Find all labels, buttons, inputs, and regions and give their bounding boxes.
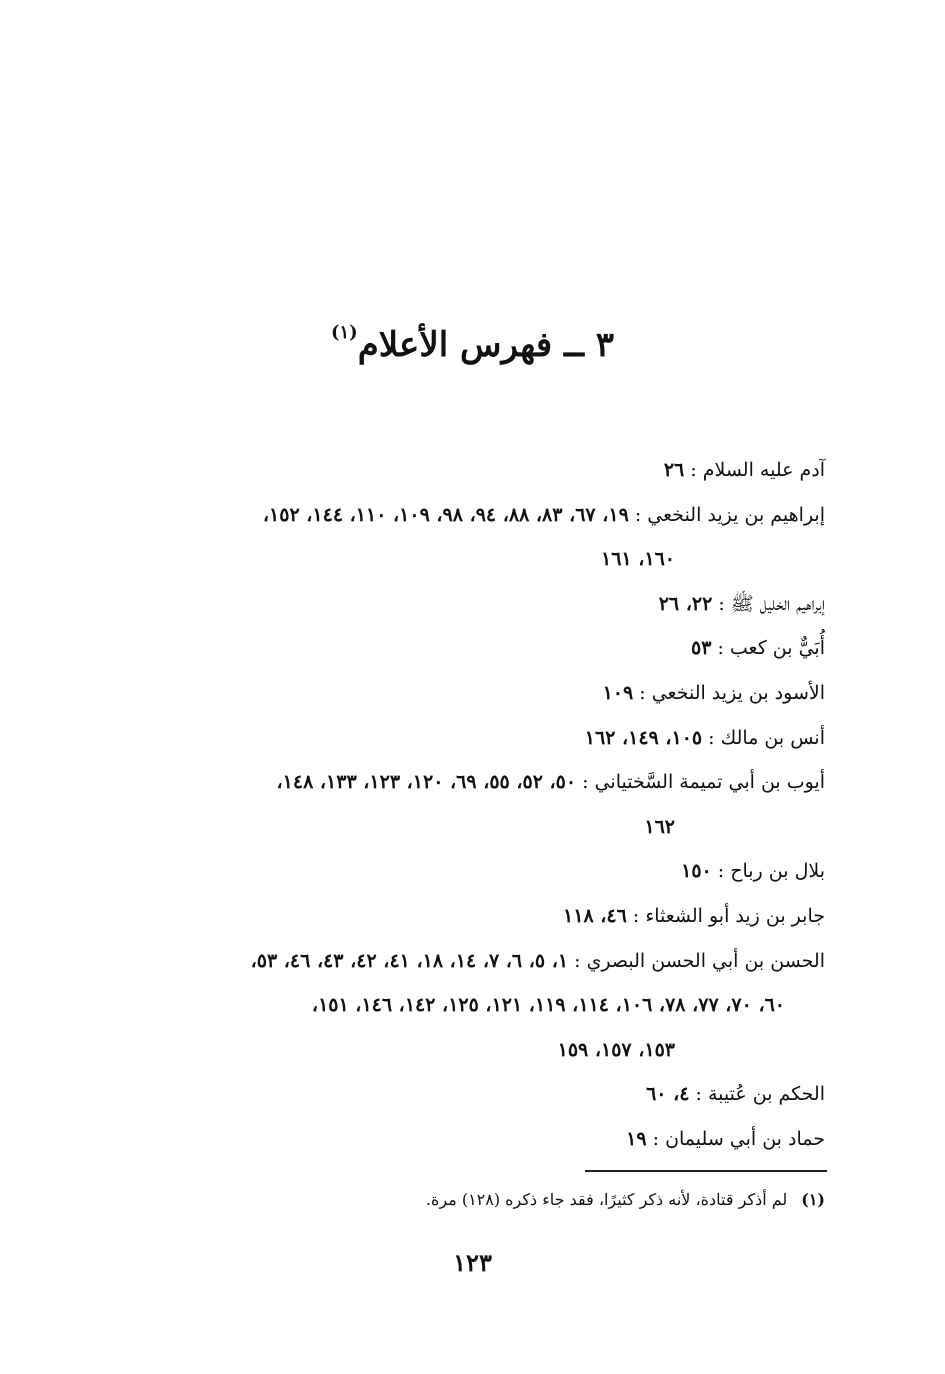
entry-pages-continued: ١٦٠، ١٦١ — [601, 548, 675, 571]
index-entry: بلال بن رباح : ١٥٠ — [681, 860, 825, 883]
entry-pages-continued: ٦٠، ٧٠، ٧٧، ٧٨، ١٠٦، ١١٤، ١١٩، ١٢١، ١٢٥، ١٤٢، ١٤٦، ١٥١، — [311, 994, 785, 1017]
index-entry: الحسن بن أبي الحسن البصري : ١، ٥، ٦، ٧، ١٤، ١٨، ٤١، ٤٢، ٤٣، ٤٦، ٥٣، — [250, 949, 825, 972]
entry-name: جابر بن زيد أبو الشعثاء — [645, 904, 825, 927]
index-entry-continuation — [105, 537, 825, 582]
title-text: ٣ ــ فهرس الأعلام — [357, 325, 615, 365]
entry-pages: ٤، ٦٠ — [646, 1083, 690, 1106]
entry-name: حماد بن أبي سليمان — [665, 1127, 825, 1150]
entry-pages: ١٥٠ — [681, 860, 712, 883]
index-entry-continuation — [105, 805, 825, 850]
footnote-text: لم أذكر قتادة، لأنه ذكر كثيرًا، فقد جاء ذكره (١٢٨) مرة. — [425, 1190, 788, 1209]
entry-name: الأسود بن يزيد النخعي — [651, 681, 825, 704]
names-index — [105, 448, 825, 1162]
entry-pages: ٢٦ — [663, 459, 685, 481]
entry-pages: ١٠٥، ١٤٩، ١٦٢ — [584, 726, 703, 749]
entry-pages-continued: ١٦٢ — [644, 815, 675, 838]
index-entry-continuation — [105, 983, 825, 1028]
index-entry: حماد بن أبي سليمان : ١٩ — [626, 1127, 825, 1150]
page-number: ١٢٣ — [453, 1248, 492, 1277]
entry-pages: ٢٢، ٢٦ — [658, 592, 713, 615]
index-entry: أنس بن مالك : ١٠٥، ١٤٩، ١٦٢ — [584, 726, 825, 749]
page-title — [0, 308, 945, 370]
index-entry: الأسود بن يزيد النخعي : ١٠٩ — [602, 681, 825, 704]
entry-name: أيوب بن أبي تميمة السَّختياني — [594, 771, 825, 794]
entry-pages: ١، ٥، ٦، ٧، ١٤، ١٨، ٤١، ٤٢، ٤٣، ٤٦، ٥٣، — [250, 949, 569, 972]
entry-pages: ١٩ — [626, 1127, 647, 1150]
entry-name: بلال بن رباح — [730, 860, 825, 883]
entry-pages: ٥٣ — [690, 637, 712, 660]
entry-name: أنس بن مالك — [720, 726, 825, 749]
entry-pages: ٥٠، ٥٢، ٥٥، ٦٩، ١٢٠، ١٢٣، ١٣٣، ١٤٨، — [276, 771, 577, 794]
entry-name: آدم عليه السلام — [702, 459, 825, 481]
index-entry: أيوب بن أبي تميمة السَّختياني : ٥٠، ٥٢، ٥٥، ٦٩، ١٢٠، ١٢٣، ١٣٣، ١٤٨، — [276, 771, 825, 794]
entry-pages-continued: ١٥٣، ١٥٧، ١٥٩ — [557, 1038, 675, 1061]
index-entry: آدم عليه السلام : ٢٦ — [663, 459, 825, 481]
footnote — [105, 1186, 825, 1214]
index-entry: جابر بن زيد أبو الشعثاء : ٤٦، ١١٨ — [563, 904, 825, 927]
title-footnote-marker: (١) — [330, 322, 358, 343]
entry-name: أُبَيٌّ بن كعب — [729, 637, 825, 660]
entry-name: الحكم بن عُتيبة — [707, 1083, 825, 1106]
entry-name: إبراهيم بن يزيد النخعي — [647, 503, 825, 526]
entry-name: إبراهيم الخليل ﷺ — [730, 592, 825, 615]
index-entry-continuation — [105, 1028, 825, 1073]
entry-pages: ١٠٩ — [602, 681, 634, 704]
entry-pages: ١٩، ٦٧، ٨٣، ٨٨، ٩٤، ٩٨، ١٠٩، ١١٠، ١٤٤، ١٥٢، — [262, 503, 629, 526]
entry-pages: ٤٦، ١١٨ — [563, 904, 627, 927]
index-entry: إبراهيم الخليل ﷺ : ٢٢، ٢٦ — [658, 592, 825, 615]
index-entry: إبراهيم بن يزيد النخعي : ١٩، ٦٧، ٨٣، ٨٨، ٩٤، ٩٨، ١٠٩، ١١٠، ١٤٤، ١٥٢، — [262, 503, 825, 526]
index-entry: الحكم بن عُتيبة : ٤، ٦٠ — [646, 1083, 825, 1106]
entry-name: الحسن بن أبي الحسن البصري — [586, 949, 825, 972]
footnote-number: (١) — [801, 1190, 825, 1209]
index-entry: أُبَيٌّ بن كعب : ٥٣ — [690, 637, 825, 660]
footnote-divider — [585, 1170, 827, 1172]
